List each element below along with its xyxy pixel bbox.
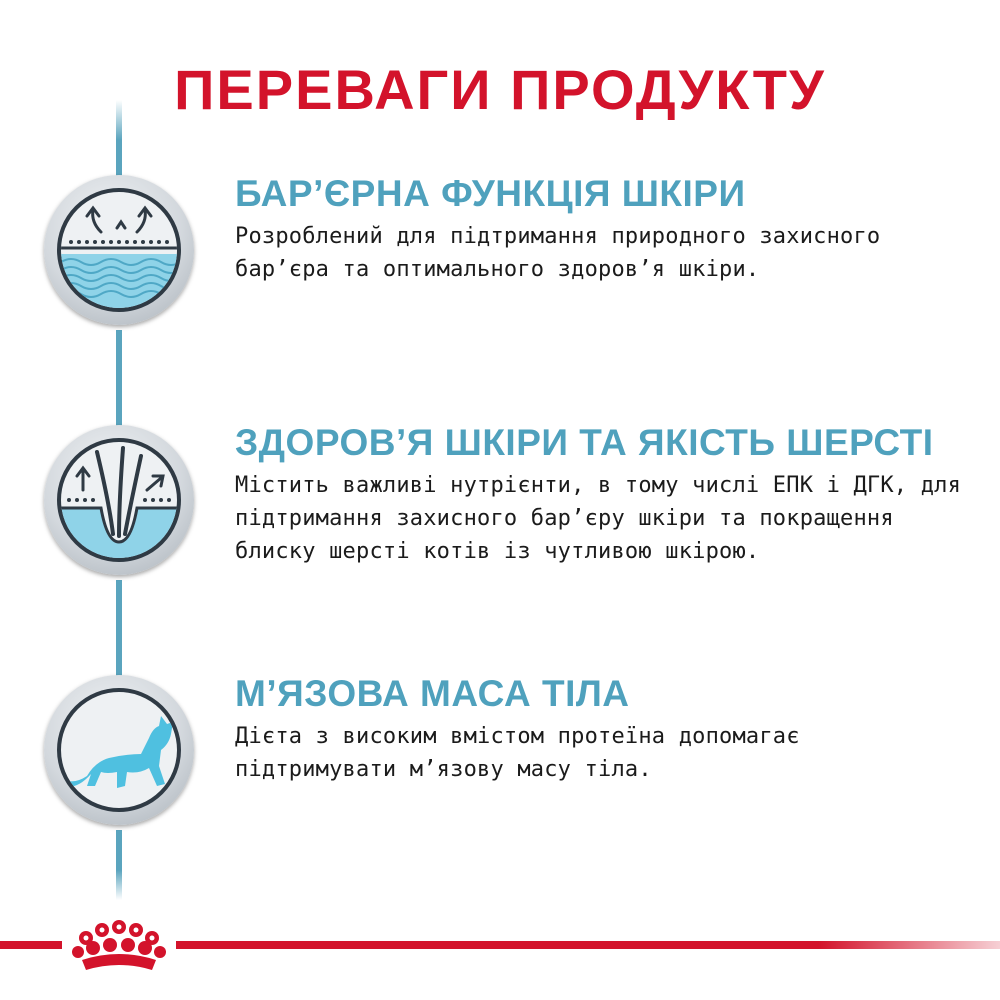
benefit-description [235, 469, 980, 568]
footer-bar [176, 941, 1000, 949]
royal-canin-crown-logo [66, 918, 172, 978]
benefit-description [235, 720, 980, 786]
description-line: Дієта з високим вмістом протеїна допомагає [235, 724, 800, 749]
benefit-item [235, 672, 980, 786]
footer-bar [0, 941, 62, 949]
description-line: підтримання захисного бар’єру шкіри та покращення [235, 506, 894, 531]
benefit-description [235, 220, 980, 286]
timeline-line [116, 330, 122, 430]
description-line: Містить важливі нутрієнти, в тому числі ЕПК і ДГК, для [235, 473, 962, 498]
skin-barrier-icon [61, 192, 177, 308]
description-line: підтримувати м’язову масу тіла. [235, 757, 652, 782]
hair-follicle-badge [44, 425, 194, 575]
timeline-line [116, 100, 122, 180]
benefit-heading: БАР’ЄРНА ФУНКЦІЯ ШКІРИ [235, 173, 746, 214]
timeline-line [116, 830, 122, 900]
description-line: Розроблений для підтримання природного захисного [235, 224, 881, 249]
hair-follicle-icon [61, 442, 177, 558]
timeline-line [116, 580, 122, 680]
benefit-item [235, 421, 980, 568]
description-line: бар’єра та оптимального здоров’я шкіри. [235, 257, 760, 282]
cat-badge [44, 675, 194, 825]
benefit-item [235, 172, 980, 286]
benefit-heading: ЗДОРОВ’Я ШКІРИ ТА ЯКІСТЬ ШЕРСТІ [235, 422, 934, 463]
description-line: блиску шерсті котів із чутливою шкірою. [235, 539, 760, 564]
page-title: ПЕРЕВАГИ ПРОДУКТУ [174, 57, 826, 121]
cat-icon [61, 692, 177, 808]
skin-barrier-badge [44, 175, 194, 325]
benefit-heading: М’ЯЗОВА МАСА ТІЛА [235, 673, 630, 714]
